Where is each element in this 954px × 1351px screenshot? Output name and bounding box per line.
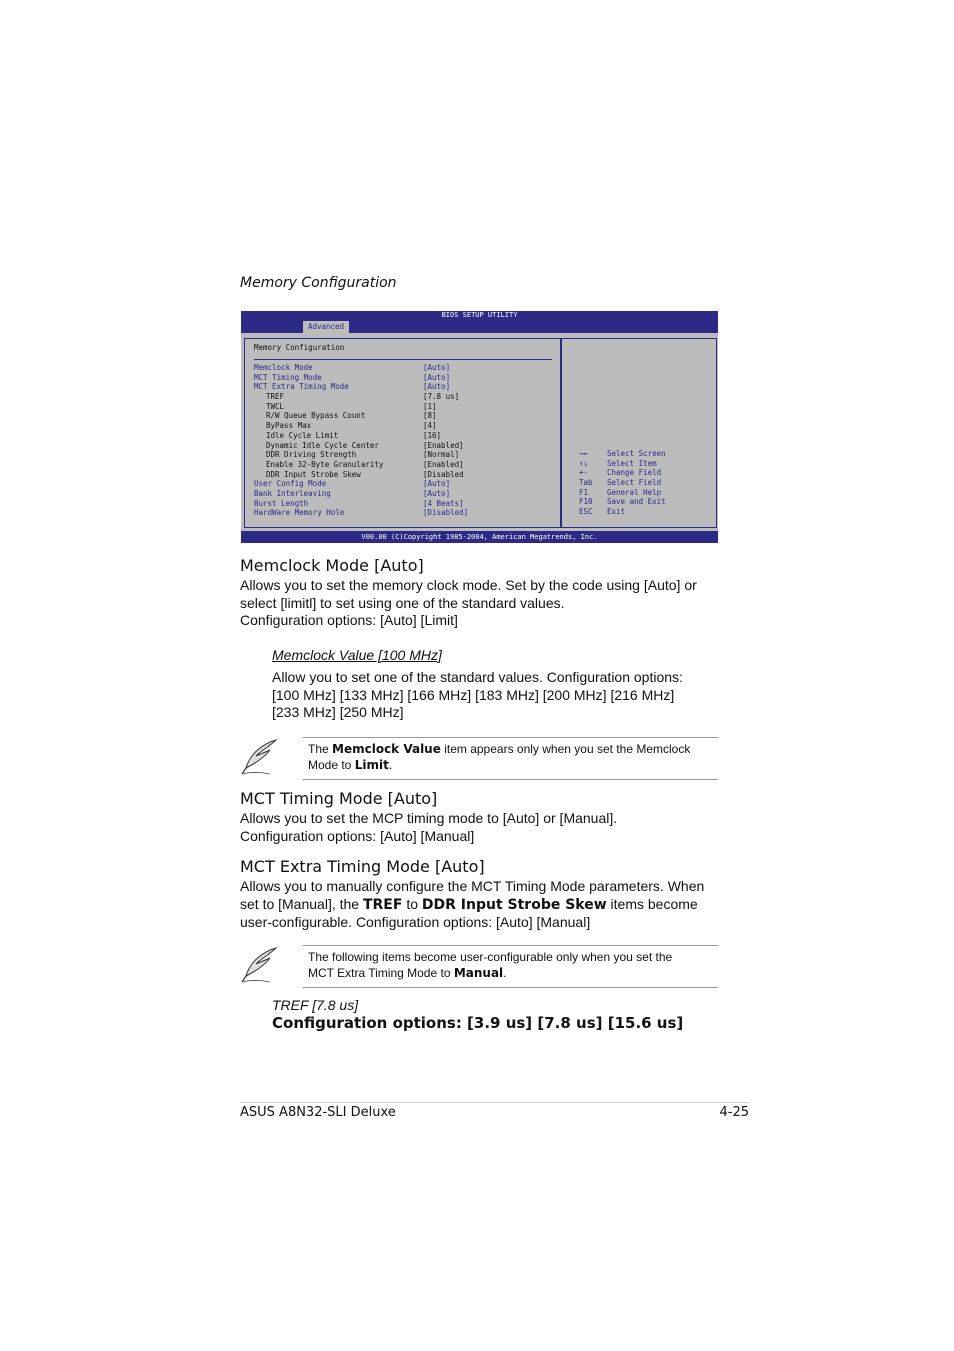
bios-setting-row[interactable] [254,411,554,421]
bios-help-panel [561,338,717,528]
note1-text-pre: The [308,742,333,756]
mct-timing-heading: MCT Timing Mode [Auto] [240,789,438,808]
bios-key-legend [579,449,699,517]
mct-timing-description [240,810,617,845]
footer-page-number: 4-25 [719,1105,749,1120]
bios-setting-row[interactable] [254,441,554,451]
memclock-line-3: Configuration options: [Auto] [Limit] [240,612,458,628]
bios-setting-row[interactable] [254,402,554,412]
mct-timing-line-1: Allows you to set the MCP timing mode to [Auto] or [Manual]. [240,810,618,826]
bios-setting-row[interactable] [254,470,554,480]
feather-note-icon [240,738,280,776]
bios-key: Tab [579,478,593,488]
bios-setting-value: [Enabled] [423,440,464,450]
footer-product-name: ASUS A8N32-SLI Deluxe [240,1105,396,1120]
tab-advanced[interactable]: Advanced [303,321,349,333]
bios-settings-list [254,363,554,518]
bios-key-description: Exit [607,507,626,517]
bios-key-row [579,449,699,459]
tref-options: Configuration options: [3.9 us] [7.8 us] [15.6 us] [272,1014,684,1032]
note-user-configurable [303,945,718,988]
note-memclock-value [303,737,718,780]
bios-key-description: Select Screen [607,449,666,458]
bios-setting-label: DDR Input Strobe Skew [266,469,361,479]
bios-copyright: V00.00 (C)Copyright 1985-2004, American Megatrends, Inc. [241,531,718,543]
note1-bold-memclock-value: Memclock Value [332,742,441,756]
bios-setting-row[interactable] [254,450,554,460]
bios-setting-value: [4 Beats] [423,498,464,508]
mct-extra-line-2 [240,896,704,915]
bios-key-description: Save and Exit [607,497,666,507]
bios-setting-value: [Auto] [423,488,451,498]
bios-setting-row[interactable] [254,392,554,402]
tref-heading: TREF [7.8 us] [272,997,359,1013]
section-caption: Memory Configuration [240,275,397,291]
bios-setting-row[interactable] [254,508,554,518]
bios-title-bar [241,311,718,333]
bios-setting-label: Enable 32-Byte Granularity [266,459,384,469]
bios-setting-value: [Auto] [423,479,451,489]
bios-key: →← [579,449,589,458]
memclock-value-description [272,669,683,722]
bios-key-row [579,488,699,498]
bios-key: +- [579,468,589,478]
bios-key-description: Select Field [607,478,662,488]
bios-setting-row[interactable] [254,382,554,392]
bios-key-row [579,497,699,507]
bios-setting-row[interactable] [254,363,554,373]
memclock-value-line-3: [233 MHz] [250 MHz] [272,704,404,720]
memclock-value-heading: Memclock Value [100 MHz] [272,647,442,663]
bios-setting-label: HardWare Memory Hole [254,508,345,518]
note2-line-1: The following items become user-configurable only when you set the [308,950,673,964]
note2-bold-manual: Manual [453,966,504,980]
note1-text-mid: item appears only when you set the Memclock [440,742,691,756]
bios-title: BIOS SETUP UTILITY [441,311,518,319]
bios-main-panel [244,338,561,528]
bios-setting-value: [Auto] [423,382,451,392]
mct-extra-line2-pre: set to [Manual], the [240,895,363,912]
bios-key-description: Change Field [607,468,662,478]
bios-setting-label: Burst Length [254,498,309,508]
memclock-heading: Memclock Mode [Auto] [240,556,424,575]
bios-setting-value: [Normal] [423,450,460,460]
bios-setting-label: ByPass Max [266,421,312,431]
bios-setting-label: R/W Queue Bypass Count [266,411,366,421]
bios-setting-label: MCT Extra Timing Mode [254,382,349,392]
memclock-line-2: select [limitl] to set using one of the standard values. [240,594,565,611]
footer-divider [240,1102,749,1103]
bios-key-row [579,468,699,478]
bios-setting-value: [1] [423,401,437,411]
note1-text-post: . [388,758,393,772]
mct-extra-heading: MCT Extra Timing Mode [Auto] [240,857,485,876]
bios-setting-value: [Disabled [423,469,464,479]
mct-extra-line2-mid: to [402,895,422,912]
bios-setting-row[interactable] [254,373,554,383]
bios-setting-label: Dynamic Idle Cycle Center [266,440,379,450]
bios-setting-row[interactable] [254,431,554,441]
memclock-value-line-1: Allow you to set one of the standard values. Configuration options: [272,669,683,685]
bios-key: F10 [579,497,593,507]
mct-extra-line2-post: items become [606,895,698,912]
mct-extra-line-1: Allows you to manually configure the MCT Timing Mode parameters. When [240,878,705,894]
bios-submenu-title: Memory Configuration [254,343,345,352]
bios-setting-label: Memclock Mode [254,363,313,372]
bios-key-description: General Help [607,487,662,497]
bios-key-row [579,459,699,469]
mct-extra-description [240,878,704,932]
bios-setting-label: Idle Cycle Limit [266,430,339,440]
bios-setting-label: TREF [266,392,285,402]
bios-key-description: Select Item [607,458,657,468]
bios-divider [254,359,552,360]
bios-key: ↑↓ [579,458,589,468]
memclock-line-1: Allows you to set the memory clock mode. Set by the code using [Auto] or [240,577,697,593]
bios-key-row [579,478,699,488]
bios-setting-value: [Enabled] [423,459,464,469]
bios-setting-value: [Disabled] [423,508,469,518]
bios-setting-label: User Config Mode [254,479,327,489]
memclock-description [240,577,697,630]
memclock-value-line-2: [100 MHz] [133 MHz] [166 MHz] [183 MHz] [200 MHz] [216 MHz] [272,686,675,703]
bios-setting-value: [Auto] [423,363,451,372]
bios-setting-label: Bank Interleaving [254,488,331,498]
note1-bold-limit: Limit [354,758,389,772]
bios-setting-value: [7.8 us] [423,392,460,402]
feather-note-icon [240,946,280,984]
bios-key-row [579,507,699,517]
bios-setting-value: [16] [423,430,442,440]
mct-extra-bold-tref: TREF [362,896,403,913]
bios-key: F1 [579,487,589,497]
bios-setting-row[interactable] [254,499,554,509]
bios-setting-row[interactable] [254,421,554,431]
bios-setting-row[interactable] [254,489,554,499]
note1-text-pre2: Mode to [308,758,355,772]
bios-setting-label: MCT Timing Mode [254,372,322,382]
bios-setting-label: DDR Driving Strength [266,450,357,460]
bios-key: ESC [579,507,593,517]
mct-extra-bold-ddr-skew: DDR Input Strobe Skew [421,896,607,913]
bios-setting-value: [Auto] [423,372,451,382]
note2-text-post: . [503,966,507,980]
bios-screen [241,311,718,543]
bios-setting-label: TWCL [266,401,285,411]
bios-setting-value: [8] [423,411,437,421]
note2-text-pre2: MCT Extra Timing Mode to [308,966,454,980]
bios-setting-row[interactable] [254,460,554,470]
bios-setting-value: [4] [423,421,437,431]
mct-timing-line-2: Configuration options: [Auto] [Manual] [240,827,475,844]
mct-extra-line-3: user-configurable. Configuration options: [Auto] [Manual] [240,914,591,930]
bios-setting-row[interactable] [254,479,554,489]
